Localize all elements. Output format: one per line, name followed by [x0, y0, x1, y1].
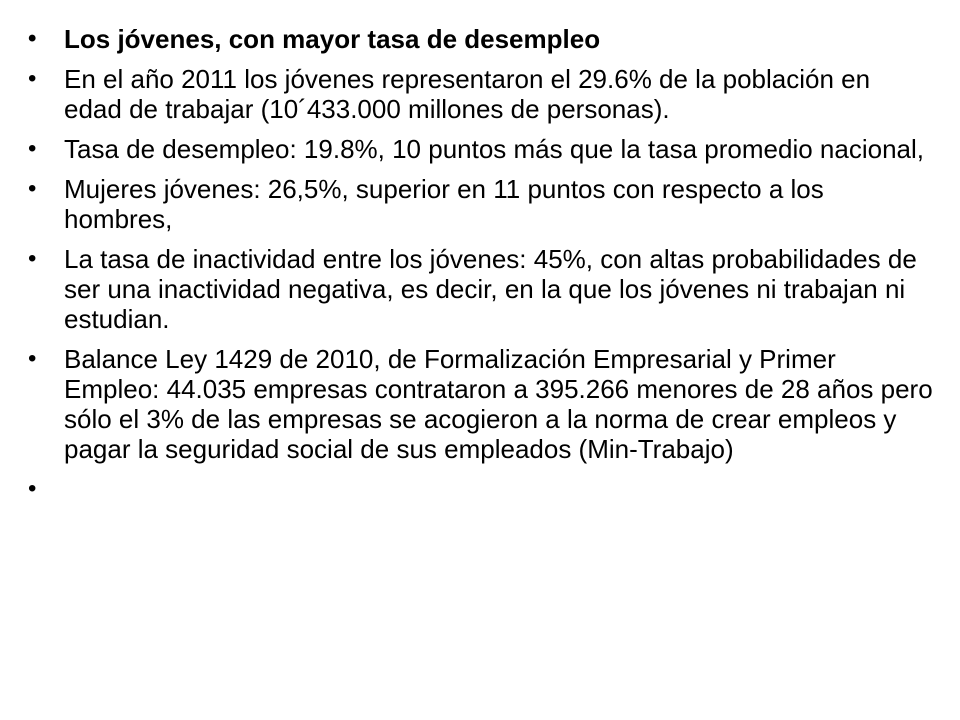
bullet-text: La tasa de inactividad entre los jóvenes: 45%, con altas probabilidades de ser una inactividad negativa, es decir, en la que los jóvenes ni trabajan ni estudian.	[64, 244, 917, 334]
bullet-item-youth-unemployment-heading	[28, 24, 933, 54]
bullet-dot-icon: •	[28, 65, 37, 92]
bullet-item-young-women	[28, 174, 933, 234]
bullet-dot-icon: •	[28, 245, 37, 272]
bullet-text: Mujeres jóvenes: 26,5%, superior en 11 puntos con respecto a los hombres,	[64, 174, 824, 234]
bullet-item-inactivity-rate	[28, 244, 933, 334]
bullet-text: En el año 2011 los jóvenes representaron el 29.6% de la población en edad de trabajar (10´433.000 millones de personas).	[64, 64, 871, 124]
bullet-item-unemployment-rate	[28, 134, 933, 164]
bullet-dot-icon: •	[28, 345, 37, 372]
bullet-text: Tasa de desempleo: 19.8%, 10 puntos más que la tasa promedio nacional,	[64, 134, 924, 164]
bullet-dot-icon: •	[28, 25, 37, 52]
bullet-dot-icon: •	[28, 475, 37, 502]
bullet-text: Los jóvenes, con mayor tasa de desempleo	[64, 24, 601, 54]
bullet-text: Balance Ley 1429 de 2010, de Formalización Empresarial y Primer Empleo: 44.035 empresas contrataron a 395.266 menores de 28 años pero sólo el 3% de las empresas se acogieron a la norma de crear empleos y pagar la seguridad social de sus empleados (Min-Trabajo)	[64, 344, 933, 464]
bullet-list	[28, 24, 933, 502]
bullet-dot-icon: •	[28, 175, 37, 202]
bullet-item-youth-population	[28, 64, 933, 124]
bullet-dot-icon: •	[28, 135, 37, 162]
bullet-item-law-1429-balance	[28, 344, 933, 464]
